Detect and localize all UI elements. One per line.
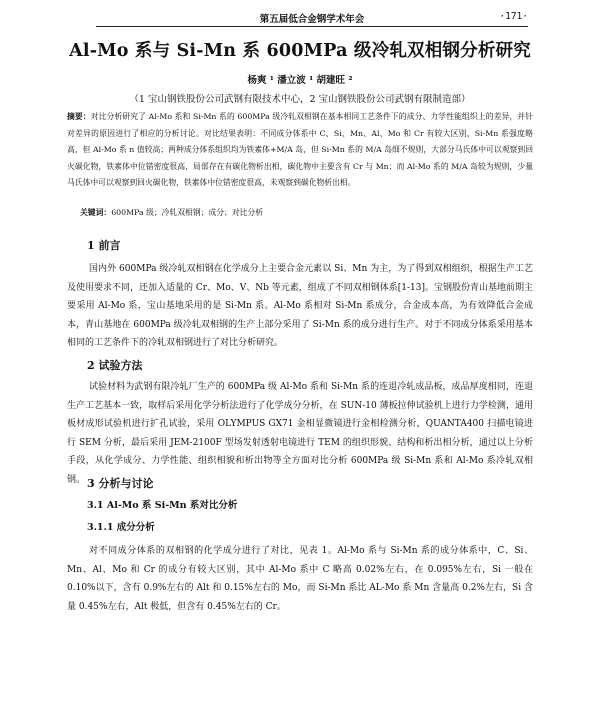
affiliation: （1 宝山钢铁股份公司武钢有限技术中心，2 宝山钢铁股份公司武钢有限制造部） bbox=[129, 94, 471, 105]
section-intro-text: 国内外 600MPa 级冷轧双相钢在化学成分上主要合金元素以 Si、Mn 为主，为了得到双相组织，根据生产工艺及使用要求不同，还加入适量的 Cr、Mo、V、Nb 等元素，组成了不同双相钢体系[1-13]。宝钢股份青山基地前期主要采用 Al-Mo 系，宝山基地采用的是 Si-Mn 系。Al-Mo 系相对 Si-Mn 系成分，合金成本高，为有效降低合金成本，青山基地在 600MPa 级冷轧双相钢的生产上部分采用了 Si-Mn 系的成分进行生产。对于不同成分体系采用基本相同的工艺条件下的冷轧双相钢进行了对比分析研究。 bbox=[67, 264, 533, 349]
section-composition-text: 对不同成分体系的双相钢的化学成分进行了对比，见表 1。Al-Mo 系与 Si-Mn 系的成分体系中，C、Si、Mn、Al、Mo 和 Cr 的成分有较大区别，其中 Al-Mo 系中 C 略高 0.02%左右，在 0.095%左右，Si 一般在 0.10%以下，含有 0.9%左右的 Alt 和 0.15%左右的 Mo，而 Si-Mn 系比 AL-Mo 系 Mn 含量高 0.2%左右，Si 含量 0.45%左右，Alt 极低，但含有 0.45%左右的 Cr。 bbox=[67, 546, 533, 612]
section-heading-methods: 2 试验方法 bbox=[87, 359, 143, 372]
keywords bbox=[80, 207, 530, 219]
running-header bbox=[96, 10, 528, 24]
author-list: 杨爽 ¹ 潘立波 ¹ 胡建旺 ² bbox=[247, 75, 353, 86]
paper-title: Al-Mo 系与 Si-Mn 系 600MPa 级冷轧双相钢分析研究 bbox=[69, 41, 531, 61]
section-heading-analysis: 3 分析与讨论 bbox=[87, 477, 154, 490]
header-rule bbox=[96, 26, 528, 27]
abstract-label: 摘要： bbox=[67, 112, 91, 121]
abstract-text: 对比分析研究了 Al-Mo 系和 Si-Mn 系的 600MPa 级冷轧双相钢在基本相同工艺条件下的成分、力学性能组织上的差异，并针对差异的原因进行了相应的分析讨论。对比结果表明：不同成分体系中 C、Si、Mn、Al、Mo 和 Cr 有较大区别，Si-Mn 系强度略高，但 Al-Mo 系 n 值较高；两种成分体系组织均为铁素体+M/A 岛，但 Si-Mn 系的 M/A 岛细不规则，大部分马氏体中可以观察到回火碳化物，铁素体中位错密度很高，局部存在有碳化物析出相，碳化物中主要含有 Cr 与 Mn；而 Al-Mo 系的 M/A 岛较为规则，少量马氏体中可以观察到回火碳化物，铁素体中位错密度很高，未观察到碳化物析出相。 bbox=[67, 112, 534, 188]
abstract bbox=[67, 109, 533, 192]
keywords-text: 600MPa 级；冷轧双相钢；成分；对比分析 bbox=[111, 208, 264, 217]
section-methods-text: 试验材料为武钢有限冷轧厂生产的 600MPa 级 Al-Mo 系和 Si-Mn 系的连退冷轧成品板，成品厚度相同，连退生产工艺基本一致，取样后采用化学分析法进行了化学成分分析，在 SUN-10 薄板拉伸试验机上进行力学检测，通用板材成形试验机进行扩孔试验，采用 OLYMPUS GX71 金相显微镜进行金相检测分析，QUANTA400 扫描电镜进行 SEM 分析，最后采用 JEM-2100F 型场发射透射电镜进行 TEM 的组织形貌、结构和析出相分析，通过以上分析手段，从化学成分、力学性能、组织相貌和析出物等全方面对比分析 600MPa 级 Si-Mn 系和 Al-Mo 系冷轧双相钢。 bbox=[67, 382, 533, 485]
subsubsection-heading-composition: 3.1.1 成分分析 bbox=[87, 522, 155, 533]
subsection-heading-comparison: 3.1 Al-Mo 系 Si-Mn 系对比分析 bbox=[87, 500, 238, 511]
conference-name: 第五届低合金钢学术年会 bbox=[259, 14, 365, 25]
page-number: ·171· bbox=[499, 11, 528, 22]
keywords-label: 关键词： bbox=[80, 208, 112, 217]
section-heading-intro: 1 前言 bbox=[87, 239, 121, 252]
